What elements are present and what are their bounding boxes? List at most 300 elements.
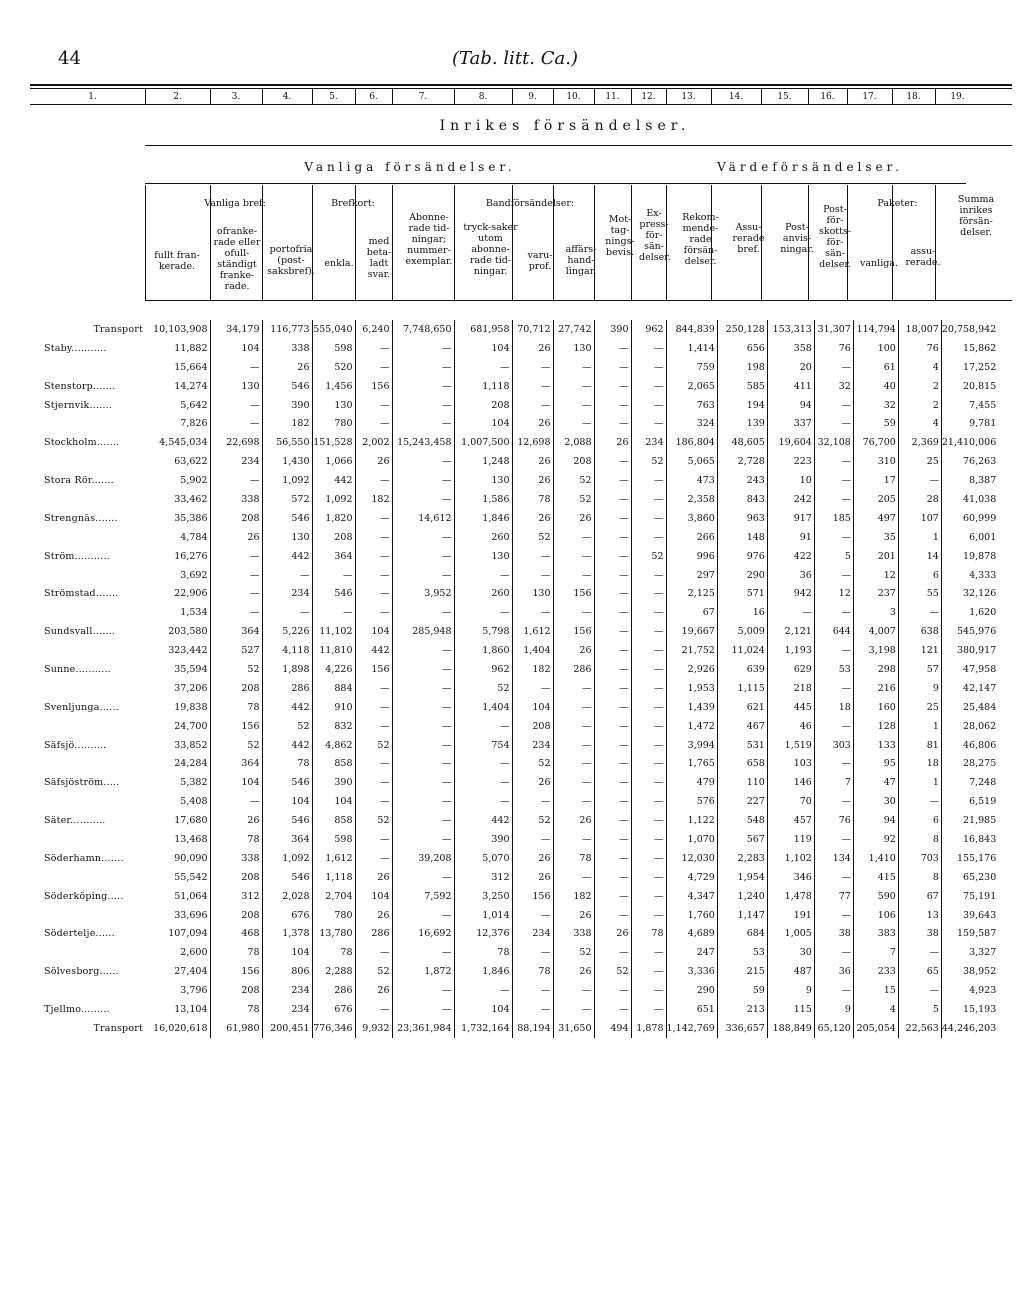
table-cell: —: [454, 792, 512, 811]
table-cell: —: [553, 414, 594, 433]
table-cell: —: [512, 377, 553, 396]
header-c18: assu-rerade.: [905, 246, 941, 268]
table-cell: —: [898, 981, 941, 1000]
table-cell: —: [392, 736, 454, 755]
table-cell: 1: [898, 773, 941, 792]
table-cell: 7,248: [969, 777, 997, 789]
table-cell: —: [814, 566, 853, 585]
column-number: 18.: [906, 92, 921, 102]
table-cell: —: [814, 490, 853, 509]
page-number: 44: [58, 48, 81, 69]
row-label: Stjernvik.......: [44, 399, 113, 411]
table-cell: 1,439: [666, 698, 717, 717]
table-cell: 681,958: [454, 320, 512, 339]
table-cell: 156: [553, 584, 594, 603]
table-cell: 759: [666, 358, 717, 377]
row-label: Transport: [93, 323, 143, 335]
table-cell: —: [392, 377, 454, 396]
table-row: [40, 736, 998, 755]
table-cell: 15,862: [963, 342, 997, 354]
table-cell: —: [594, 528, 631, 547]
table-cell: 297: [666, 566, 717, 585]
table-cell: 445: [767, 698, 814, 717]
column-number-divider: [553, 88, 554, 104]
table-cell: —: [898, 792, 941, 811]
table-cell: —: [392, 396, 454, 415]
table-cell: 2: [898, 396, 941, 415]
table-cell: 590: [853, 887, 898, 906]
table-cell: 38: [898, 925, 941, 944]
table-cell: 3,860: [666, 509, 717, 528]
table-cell: 52: [355, 962, 392, 981]
table-cell: 4,784: [145, 528, 210, 547]
column-number: 11.: [605, 92, 620, 102]
table-cell: —: [594, 471, 631, 490]
table-cell: 14,274: [145, 377, 210, 396]
table-cell: 2,028: [262, 887, 312, 906]
table-cell: 205,054: [853, 1019, 898, 1038]
table-cell: 4,689: [666, 925, 717, 944]
table-cell: 976: [717, 547, 767, 566]
table-cell: —: [594, 358, 631, 377]
table-cell: 151,528: [312, 433, 355, 452]
table-cell: —: [392, 471, 454, 490]
table-cell: —: [594, 339, 631, 358]
row-label: Strengnäs.......: [44, 512, 118, 524]
table-cell: 26: [210, 811, 262, 830]
table-cell: 442: [312, 471, 355, 490]
table-row: [40, 433, 998, 452]
table-cell: 1,765: [666, 754, 717, 773]
table-cell: 37,206: [145, 679, 210, 698]
table-cell: —: [312, 566, 355, 585]
table-cell: 2,358: [666, 490, 717, 509]
table-cell: 26: [594, 925, 631, 944]
table-row: [40, 377, 998, 396]
table-cell: 1,430: [262, 452, 312, 471]
table-cell: 4,226: [312, 660, 355, 679]
table-cell: 52: [553, 471, 594, 490]
table-cell: —: [814, 943, 853, 962]
table-cell: 78: [631, 925, 666, 944]
table-cell: 3,952: [392, 584, 454, 603]
column-number: 5.: [329, 92, 338, 102]
table-cell: —: [553, 1000, 594, 1019]
column-number-divider: [262, 88, 263, 104]
table-cell: —: [631, 830, 666, 849]
table-cell: 78: [553, 849, 594, 868]
table-cell: 780: [312, 906, 355, 925]
table-cell: 208: [210, 981, 262, 1000]
table-cell: —: [631, 773, 666, 792]
header-column-divider: [594, 185, 595, 300]
table-cell: 52: [553, 490, 594, 509]
table-cell: 12: [853, 566, 898, 585]
table-cell: 30: [767, 943, 814, 962]
table-cell: —: [814, 471, 853, 490]
table-cell: 233: [853, 962, 898, 981]
table-cell: 26: [553, 509, 594, 528]
table-cell: 156: [355, 660, 392, 679]
table-cell: 8: [898, 830, 941, 849]
row-label: Sölvesborg......: [44, 966, 119, 978]
table-cell: 4,347: [666, 887, 717, 906]
column-number-divider: [594, 88, 595, 104]
table-cell: —: [392, 754, 454, 773]
table-cell: 107,094: [145, 925, 210, 944]
table-cell: 843: [717, 490, 767, 509]
table-cell: 621: [717, 698, 767, 717]
table-cell: —: [454, 773, 512, 792]
table-cell: —: [512, 547, 553, 566]
table-cell: 629: [767, 660, 814, 679]
table-cell: 487: [767, 962, 814, 981]
table-cell: 4: [898, 414, 941, 433]
header-brefkort: Brefkort:: [331, 198, 375, 209]
table-cell: —: [631, 566, 666, 585]
table-cell: 22,698: [210, 433, 262, 452]
table-cell: —: [392, 547, 454, 566]
table-cell: 324: [666, 414, 717, 433]
row-label: [40, 717, 145, 736]
table-cell: 571: [717, 584, 767, 603]
table-cell: —: [814, 830, 853, 849]
table-cell: 1,456: [312, 377, 355, 396]
table-cell: —: [594, 830, 631, 849]
table-cell: 156: [355, 377, 392, 396]
table-cell: 182: [553, 887, 594, 906]
table-cell: 52: [631, 452, 666, 471]
table-cell: 5: [814, 547, 853, 566]
table-row: [40, 962, 998, 981]
table-row: [40, 943, 998, 962]
table-cell: 208: [553, 452, 594, 471]
table-cell: 156: [512, 887, 553, 906]
table-cell: 81: [898, 736, 941, 755]
table-cell: 52: [631, 547, 666, 566]
table-cell: 337: [767, 414, 814, 433]
table-cell: —: [553, 868, 594, 887]
table-cell: —: [210, 547, 262, 566]
table-cell: —: [392, 698, 454, 717]
table-cell: 16,276: [145, 547, 210, 566]
table-cell: —: [210, 584, 262, 603]
table-cell: —: [392, 339, 454, 358]
table-cell: —: [594, 452, 631, 471]
table-cell: —: [355, 754, 392, 773]
table-cell: 1,612: [312, 849, 355, 868]
table-cell: —: [392, 811, 454, 830]
table-cell: 5,642: [145, 396, 210, 415]
table-cell: 36: [767, 566, 814, 585]
row-label: Stora Rör.......: [44, 475, 114, 487]
table-cell: 33,852: [145, 736, 210, 755]
table-cell: 104: [355, 887, 392, 906]
table-cell: 290: [717, 566, 767, 585]
table-cell: 227: [717, 792, 767, 811]
table-cell: 159,587: [956, 928, 997, 940]
table-cell: 216: [853, 679, 898, 698]
column-number: 9.: [528, 92, 537, 102]
header-column-divider: [631, 185, 632, 300]
table-cell: 703: [898, 849, 941, 868]
table-cell: 38: [814, 925, 853, 944]
table-cell: 1,070: [666, 830, 717, 849]
row-label: [40, 906, 145, 925]
table-row: [40, 509, 998, 528]
table-cell: —: [454, 358, 512, 377]
header-c4: portofria (post-saksbref).: [267, 244, 315, 277]
table-cell: 4: [898, 358, 941, 377]
table-cell: 130: [262, 528, 312, 547]
table-cell: —: [631, 1000, 666, 1019]
table-cell: 411: [767, 377, 814, 396]
table-cell: 11,102: [312, 622, 355, 641]
table-cell: 546: [262, 377, 312, 396]
table-cell: —: [553, 792, 594, 811]
table-cell: —: [631, 717, 666, 736]
table-cell: 4,007: [853, 622, 898, 641]
table-cell: 182: [355, 490, 392, 509]
table-cell: 208: [210, 679, 262, 698]
table-cell: —: [512, 830, 553, 849]
table-cell: 31,307: [814, 320, 853, 339]
header-vanliga-bref: Vanliga bref:: [204, 198, 266, 209]
table-cell: 3,692: [145, 566, 210, 585]
table-cell: 4,118: [262, 641, 312, 660]
table-cell: 44,246,203: [941, 1022, 997, 1034]
row-label: Söderhamn.......: [44, 852, 124, 864]
caption-varde: Värdeförsändelser.: [717, 160, 903, 174]
table-cell: 155,176: [956, 852, 997, 864]
table-cell: —: [454, 717, 512, 736]
table-cell: 242: [767, 490, 814, 509]
table-cell: —: [814, 868, 853, 887]
table-cell: —: [355, 339, 392, 358]
column-number: 13.: [681, 92, 696, 102]
table-cell: 42,147: [963, 682, 997, 694]
row-label: Strömstad.......: [44, 588, 119, 600]
table-cell: 1,092: [262, 471, 312, 490]
page-title: (Tab. litt. Ca.): [452, 48, 578, 69]
table-cell: 20,815: [963, 380, 997, 392]
table-cell: 26: [355, 452, 392, 471]
table-cell: 7,748,650: [392, 320, 454, 339]
table-cell: 65,120: [814, 1019, 853, 1038]
table-cell: —: [631, 339, 666, 358]
table-cell: 1,732,164: [454, 1019, 512, 1038]
header-column-divider: [711, 185, 712, 300]
table-cell: —: [594, 377, 631, 396]
column-number-divider: [761, 88, 762, 104]
row-label: [40, 943, 145, 962]
table-cell: —: [553, 566, 594, 585]
table-cell: 442: [262, 736, 312, 755]
table-cell: —: [898, 943, 941, 962]
table-cell: —: [594, 622, 631, 641]
table-cell: 12,698: [512, 433, 553, 452]
header-bandforsandelser: Bandförsändelser:: [485, 198, 575, 209]
table-cell: —: [355, 547, 392, 566]
table-cell: —: [355, 717, 392, 736]
table-cell: —: [512, 906, 553, 925]
table-cell: 15: [853, 981, 898, 1000]
header-c13: Rekom-mende-rade försän-delser.: [682, 212, 719, 267]
table-cell: 17,252: [963, 361, 997, 373]
table-cell: 776,346: [312, 1019, 355, 1038]
table-cell: 2: [898, 377, 941, 396]
table-cell: 285,948: [392, 622, 454, 641]
caption-inrikes: Inrikes försändelser.: [439, 118, 691, 134]
table-cell: 16,692: [392, 925, 454, 944]
table-cell: 32,126: [963, 588, 997, 600]
table-cell: 104: [454, 1000, 512, 1019]
row-label: [40, 414, 145, 433]
table-cell: 11,882: [145, 339, 210, 358]
table-cell: 52: [512, 811, 553, 830]
table-cell: 15,664: [145, 358, 210, 377]
table-cell: 323,442: [145, 641, 210, 660]
row-label: [40, 679, 145, 698]
table-cell: 1,147: [717, 906, 767, 925]
table-cell: 185: [814, 509, 853, 528]
table-cell: 1,404: [454, 698, 512, 717]
table-cell: —: [631, 471, 666, 490]
row-label: [40, 603, 145, 622]
table-cell: 380,917: [956, 645, 997, 657]
table-cell: —: [392, 981, 454, 1000]
row-label: Stockholm.......: [44, 437, 120, 449]
column-number-divider: [808, 88, 809, 104]
table-cell: 16,020,618: [145, 1019, 210, 1038]
table-cell: —: [392, 566, 454, 585]
table-cell: 5,226: [262, 622, 312, 641]
table-cell: 20,758,942: [941, 323, 997, 335]
table-cell: 15,243,458: [392, 433, 454, 452]
table-row: [40, 679, 998, 698]
table-cell: 94: [767, 396, 814, 415]
table-cell: 390: [454, 830, 512, 849]
table-cell: 130: [312, 396, 355, 415]
header-paketer: Paketer:: [877, 198, 918, 209]
table-cell: 639: [717, 660, 767, 679]
table-cell: 21,752: [666, 641, 717, 660]
table-cell: 104: [262, 792, 312, 811]
table-cell: 103: [767, 754, 814, 773]
table-cell: —: [392, 1000, 454, 1019]
table-cell: —: [631, 377, 666, 396]
table-cell: 110: [717, 773, 767, 792]
table-cell: 5,408: [145, 792, 210, 811]
table-cell: 4,862: [312, 736, 355, 755]
table-cell: 298: [853, 660, 898, 679]
table-cell: 208: [210, 906, 262, 925]
table-cell: 26: [262, 358, 312, 377]
table-cell: 78: [210, 698, 262, 717]
row-label: Södertelje......: [44, 928, 115, 940]
table-cell: 22,906: [145, 584, 210, 603]
table-cell: 4,333: [969, 569, 997, 581]
row-label: [40, 641, 145, 660]
table-cell: 191: [767, 906, 814, 925]
table-cell: 134: [814, 849, 853, 868]
table-cell: 19,604: [767, 433, 814, 452]
table-cell: —: [631, 414, 666, 433]
table-cell: 3,327: [969, 947, 997, 959]
table-cell: 494: [594, 1019, 631, 1038]
table-cell: 11,810: [312, 641, 355, 660]
table-cell: 59: [853, 414, 898, 433]
header-column-divider: [392, 185, 393, 300]
table-cell: 545,976: [956, 626, 997, 638]
table-cell: —: [512, 981, 553, 1000]
table-cell: 6,519: [969, 796, 997, 808]
header-c2: fullt fran-kerade.: [154, 250, 200, 272]
table-cell: 1,878: [631, 1019, 666, 1038]
table-cell: 9,932: [355, 1019, 392, 1038]
table-cell: —: [392, 773, 454, 792]
table-cell: —: [594, 584, 631, 603]
table-cell: —: [355, 792, 392, 811]
table-cell: 963: [717, 509, 767, 528]
table-cell: 26: [355, 906, 392, 925]
table-cell: —: [631, 603, 666, 622]
table-cell: 76: [898, 339, 941, 358]
table-cell: 32: [853, 396, 898, 415]
table-cell: 26: [553, 906, 594, 925]
table-cell: 4: [853, 1000, 898, 1019]
table-cell: 598: [312, 830, 355, 849]
column-number-divider: [847, 88, 848, 104]
table-cell: 23,361,984: [392, 1019, 454, 1038]
table-cell: 234: [512, 925, 553, 944]
table-cell: —: [898, 603, 941, 622]
header-column-divider: [512, 185, 513, 300]
table-cell: —: [594, 396, 631, 415]
table-cell: 567: [717, 830, 767, 849]
table-cell: —: [512, 603, 553, 622]
table-cell: 1,472: [666, 717, 717, 736]
row-label: [40, 754, 145, 773]
table-cell: 3,994: [666, 736, 717, 755]
table-cell: —: [631, 528, 666, 547]
table-cell: —: [594, 887, 631, 906]
table-cell: 286: [262, 679, 312, 698]
table-cell: 20: [767, 358, 814, 377]
table-cell: 1,519: [767, 736, 814, 755]
table-row: [40, 906, 998, 925]
column-number-divider: [711, 88, 712, 104]
table-cell: 1,586: [454, 490, 512, 509]
table-cell: 13,104: [145, 1000, 210, 1019]
table-cell: —: [392, 660, 454, 679]
table-cell: —: [355, 584, 392, 603]
table-cell: 1,118: [454, 377, 512, 396]
column-number: 8.: [478, 92, 488, 102]
table-cell: 130: [512, 584, 553, 603]
table-cell: 208: [454, 396, 512, 415]
table-cell: —: [594, 490, 631, 509]
table-cell: 754: [454, 736, 512, 755]
table-cell: 78: [210, 1000, 262, 1019]
table-cell: 52: [355, 811, 392, 830]
table-cell: 576: [666, 792, 717, 811]
table-cell: —: [392, 868, 454, 887]
table-cell: 25: [898, 698, 941, 717]
table-cell: 119: [767, 830, 814, 849]
table-cell: 41,038: [963, 493, 997, 505]
table-cell: 47: [853, 773, 898, 792]
